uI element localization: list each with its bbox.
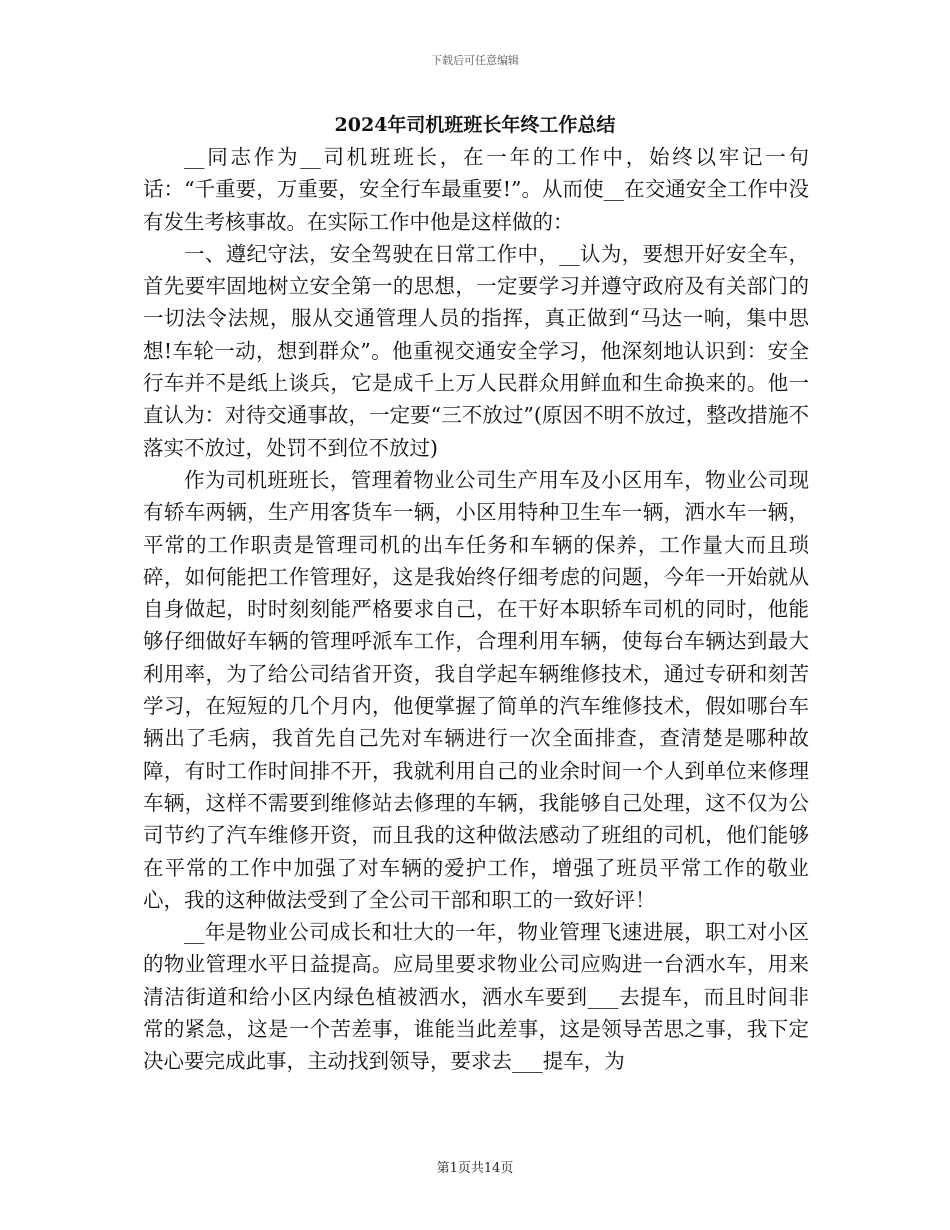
page-number: 第1页共14页 (436, 1161, 514, 1176)
header-note: 下载后可任意编辑 (431, 54, 519, 67)
paragraph-sprinkler-truck: __年是物业公司成长和壮大的一年，物业管理飞速进展，职工对小区的物业管理水平日益提高。应局里要求物业公司应购进一台洒水车，用来清洁街道和给小区内绿色植被洒水，洒水车要到___去提车，而且时间非常的紧急，这是一个苦差事，谁能当此差事，这是领导苦思之事，我下定决心要完成此事，主动找到领导，要求去___提车，为 (143, 920, 809, 1074)
document-title: 2024年司机班班长年终工作总结 (334, 114, 616, 136)
paragraph-intro: __同志作为__司机班班长，在一年的工作中，始终以牢记一句话：“千重要，万重要，安全行车最重要!”。从而使__在交通安全工作中没有发生考核事故。在实际工作中他是这样做的： (143, 145, 809, 234)
paragraph-safety: 一、遵纪守法，安全驾驶在日常工作中，__认为，要想开好安全车，首先要牢固地树立安全第一的思想，一定要学习并遵守政府及有关部门的一切法令法规，服从交通管理人员的指挥，真正做到“马达一响，集中思想!车轮一动，想到群众”。他重视交通安全学习，他深刻地认识到：安全行车并不是纸上谈兵，它是成千上万人民群众用鲜血和生命换来的。他一直认为：对待交通事故，一定要“三不放过”(原因不明不放过，整改措施不落实不放过，处罚不到位不放过) (143, 241, 809, 460)
paragraph-management: 作为司机班班长，管理着物业公司生产用车及小区用车，物业公司现有轿车两辆，生产用客货车一辆，小区用特种卫生车一辆，洒水车一辆，平常的工作职责是管理司机的出车任务和车辆的保养，工作量大而且琐碎，如何能把工作管理好，这是我始终仔细考虑的问题，今年一开始就从自身做起，时时刻刻能严格要求自己，在干好本职轿车司机的同时，他能够仔细做好车辆的管理呼派车工作，合理利用车辆，使每台车辆达到最大利用率，为了给公司结省开资，我自学起车辆维修技术，通过专研和刻苦学习，在短短的几个月内，他便掌握了简单的汽车维修技术，假如哪台车辆出了毛病，我首先自己先对车辆进行一次全面排查，查清楚是哪种故障，有时工作时间排不开，我就利用自己的业余时间一个人到单位来修理车辆，这样不需要到维修站去修理的车辆，我能够自己处理，这不仅为公司节约了汽车维修开资，而且我的这种做法感动了班组的司机，他们能够在平常的工作中加强了对车辆的爱护工作，增强了班员平常工作的敬业心，我的这种做法受到了全公司干部和职工的一致好评！ (143, 467, 809, 912)
document-body (143, 141, 809, 1078)
